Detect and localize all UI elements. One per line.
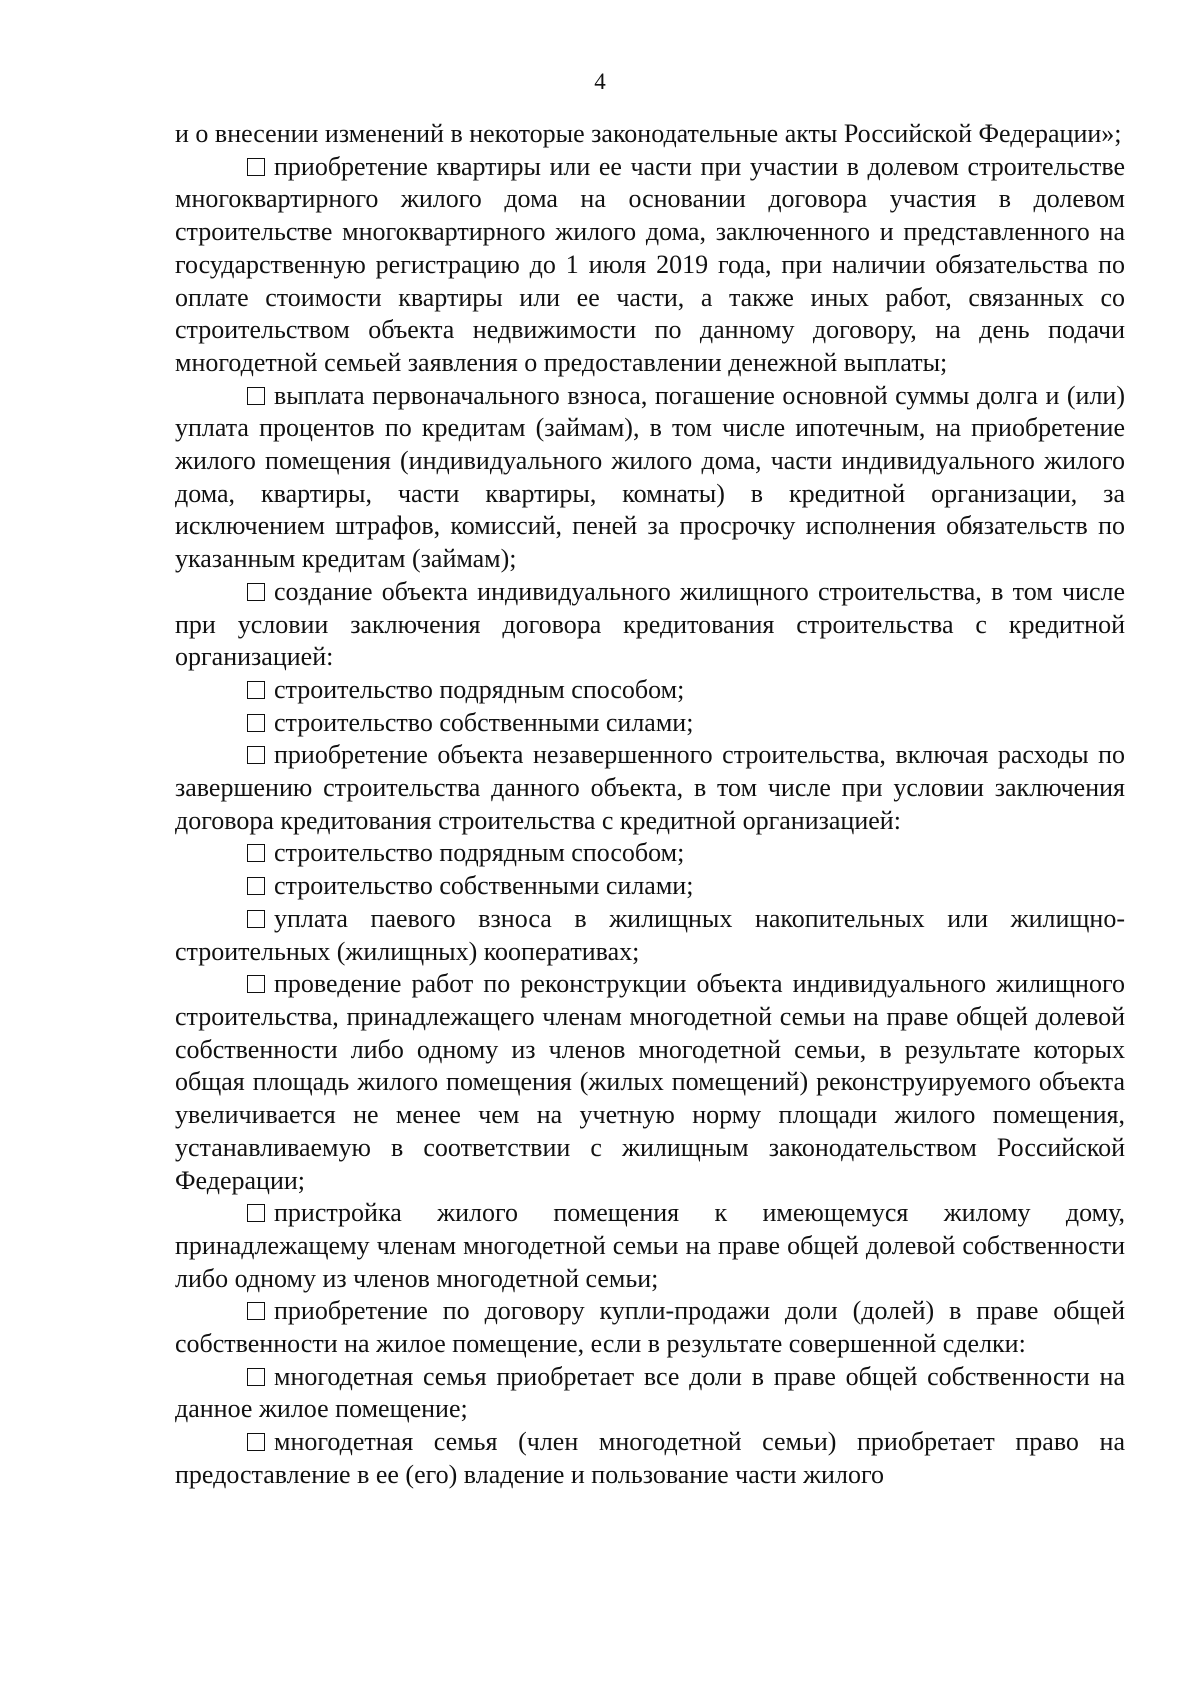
checkbox-icon	[247, 910, 265, 928]
checkbox-icon	[247, 158, 265, 176]
list-item-text: пристройка жилого помещения к имеющемуся жилому дому, принадлежащему членам многодетной семьи на праве общей долевой собственности либо одному из членов многодетной семьи;	[175, 1198, 1125, 1293]
list-item-text: уплата паевого взноса в жилищных накопительных или жилищно-строительных (жилищных) кооперативах;	[175, 903, 1125, 966]
checkbox-icon	[247, 714, 265, 732]
checkbox-icon	[247, 681, 265, 699]
list-item-text: строительство подрядным способом;	[274, 838, 685, 868]
list-item-text: приобретение по договору купли-продажи доли (долей) в праве общей собственности на жилое помещение, если в результате совершенной сделки:	[175, 1296, 1125, 1359]
checkbox-icon	[247, 1433, 265, 1451]
checkbox-icon	[247, 844, 265, 862]
checkbox-icon	[247, 877, 265, 895]
paragraph	[175, 118, 1125, 151]
list-item-text: проведение работ по реконструкции объекта индивидуального жилищного строительства, принадлежащего членам многодетной семьи на праве общей долевой собственности либо одному из членов многодетной семьи, в результате которых общая площадь жилого помещения (жилых помещений) реконструируемого объекта увеличивается не менее чем на учетную норму площади жилого помещения, устанавливаемую в соответствии с жилищным законодательством Российской Федерации;	[175, 969, 1125, 1195]
list-item	[175, 739, 1125, 837]
page-number: 4	[594, 69, 606, 94]
list-item	[175, 1426, 1125, 1491]
list-item	[175, 968, 1125, 1197]
list-item	[175, 151, 1125, 380]
checkbox-icon	[247, 1302, 265, 1320]
checkbox-icon	[247, 746, 265, 764]
list-item-text: приобретение квартиры или ее части при участии в долевом строительстве многоквартирного жилого дома на основании договора участия в долевом строительстве многоквартирного жилого дома, заключенного и представленного на государственную регистрацию до 1 июля 2019 года, при наличии обязательства по оплате стоимости квартиры или ее части, а также иных работ, связанных со строительством объекта недвижимости по данному договору, на день подачи многодетной семьей заявления о предоставлении денежной выплаты;	[175, 151, 1125, 377]
list-item	[175, 674, 1125, 707]
list-item-text: приобретение объекта незавершенного строительства, включая расходы по завершению строительства данного объекта, в том числе при условии заключения договора кредитования строительства с кредитной организацией:	[175, 740, 1125, 835]
document-body	[175, 118, 1125, 1492]
checkbox-icon	[247, 1204, 265, 1222]
list-item	[175, 1295, 1125, 1360]
list-item	[175, 903, 1125, 968]
list-item-text: строительство подрядным способом;	[274, 674, 685, 704]
checkbox-icon	[247, 387, 265, 405]
checkbox-icon	[247, 1368, 265, 1386]
list-item	[175, 576, 1125, 674]
list-item	[175, 380, 1125, 576]
list-item	[175, 1197, 1125, 1295]
list-item-text: выплата первоначального взноса, погашение основной суммы долга и (или) уплата процентов по кредитам (займам), в том числе ипотечным, на приобретение жилого помещения (индивидуального жилого дома, части индивидуального жилого дома, квартиры, части квартиры, комнаты) в кредитной организации, за исключением штрафов, комиссий, пеней за просрочку исполнения обязательств по указанным кредитам (займам);	[175, 380, 1125, 574]
list-item	[175, 1361, 1125, 1426]
list-item	[175, 837, 1125, 870]
list-item-text: многодетная семья (член многодетной семьи) приобретает право на предоставление в ее (его) владение и пользование части жилого	[175, 1427, 1125, 1489]
checkbox-icon	[247, 583, 265, 601]
list-item	[175, 707, 1125, 740]
checkbox-icon	[247, 975, 265, 993]
list-item	[175, 870, 1125, 903]
list-item-text: строительство собственными силами;	[274, 707, 694, 737]
list-item-text: многодетная семья приобретает все доли в праве общей собственности на данное жилое помещение;	[175, 1361, 1125, 1424]
list-item-text: создание объекта индивидуального жилищного строительства, в том числе при условии заключения договора кредитования строительства с кредитной организацией:	[175, 576, 1125, 672]
list-item-text: строительство собственными силами;	[274, 871, 694, 901]
paragraph-text: и о внесении изменений в некоторые законодательные акты Российской Федерации»;	[175, 119, 1122, 148]
